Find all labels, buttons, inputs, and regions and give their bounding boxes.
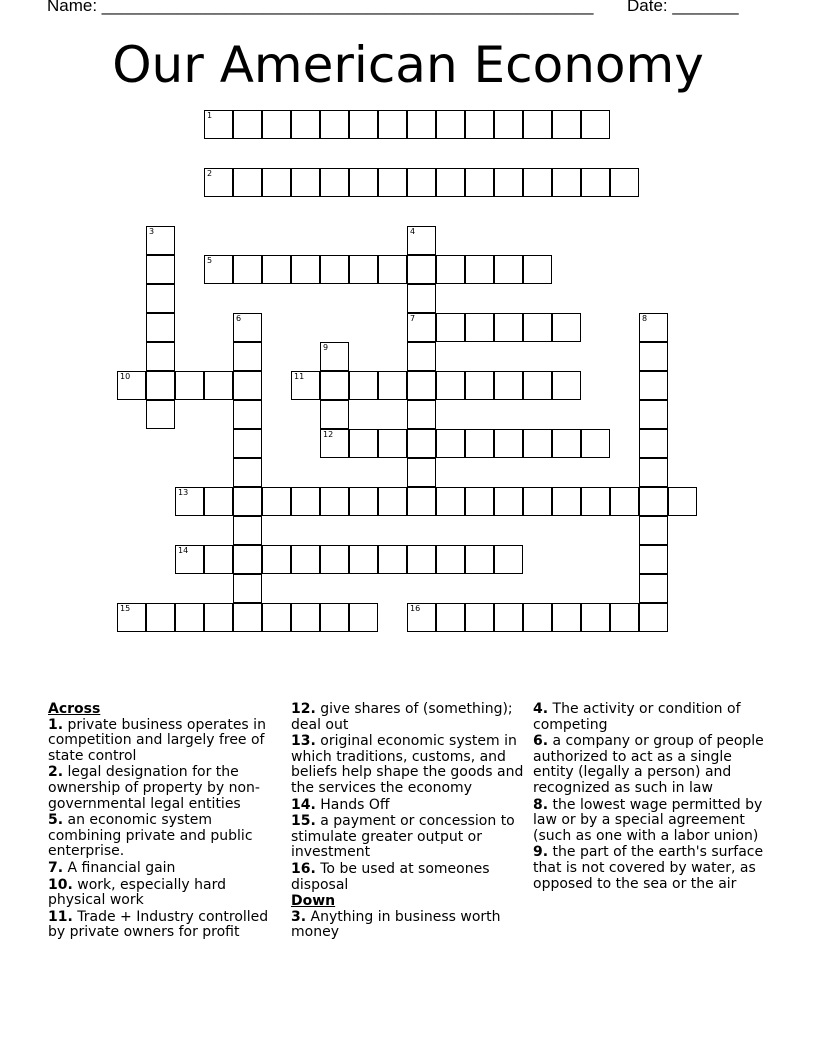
page-title: Our American Economy xyxy=(112,36,704,94)
grid-cell[interactable] xyxy=(581,429,610,458)
clue-number: 16 xyxy=(410,604,421,613)
grid-cell[interactable] xyxy=(291,545,320,574)
clue-number: 10 xyxy=(120,372,131,381)
grid-cell[interactable] xyxy=(407,603,436,632)
clue-number: 4 xyxy=(410,227,416,236)
grid-cell[interactable] xyxy=(523,603,552,632)
grid-cell[interactable] xyxy=(494,487,523,516)
grid-cell[interactable] xyxy=(233,110,262,139)
grid-cell[interactable] xyxy=(291,255,320,284)
grid-cell[interactable] xyxy=(465,603,494,632)
grid-cell[interactable] xyxy=(320,371,349,400)
grid-cell[interactable] xyxy=(146,255,175,284)
clue-number-label: 10. xyxy=(48,876,73,893)
grid-cell[interactable] xyxy=(349,429,378,458)
clue-number: 7 xyxy=(410,314,416,323)
clue-text: Anything in business worth money xyxy=(291,908,501,941)
grid-cell[interactable] xyxy=(378,255,407,284)
grid-cell[interactable] xyxy=(407,429,436,458)
grid-cell[interactable] xyxy=(639,545,668,574)
down-clue xyxy=(533,798,765,845)
clue-number: 5 xyxy=(207,256,213,265)
clue-number: 1 xyxy=(207,111,213,120)
clue-text: private business operates in competition and largely free of state control xyxy=(48,716,266,764)
grid-cell[interactable] xyxy=(436,487,465,516)
down-clue xyxy=(533,702,765,733)
grid-cell[interactable] xyxy=(233,313,262,342)
grid-cell[interactable] xyxy=(494,255,523,284)
grid-cell[interactable] xyxy=(407,168,436,197)
grid-cell[interactable] xyxy=(552,487,581,516)
grid-cell[interactable] xyxy=(407,313,436,342)
across-clue xyxy=(48,878,280,909)
clue-number: 8 xyxy=(642,314,648,323)
grid-cell[interactable] xyxy=(436,545,465,574)
grid-cell[interactable] xyxy=(320,545,349,574)
clue-number: 9 xyxy=(323,343,329,352)
grid-cell[interactable] xyxy=(552,371,581,400)
grid-cell[interactable] xyxy=(291,110,320,139)
clue-text: Hands Off xyxy=(315,796,390,813)
grid-cell[interactable] xyxy=(407,342,436,371)
grid-cell[interactable] xyxy=(639,516,668,545)
grid-cell[interactable] xyxy=(320,110,349,139)
clue-text: The activity or condition of competing xyxy=(533,701,741,733)
down-clue xyxy=(291,910,527,941)
grid-cell[interactable] xyxy=(378,168,407,197)
clue-number-label: 12. xyxy=(291,701,316,717)
grid-cell[interactable] xyxy=(378,545,407,574)
grid-cell[interactable] xyxy=(233,574,262,603)
clue-number-label: 11. xyxy=(48,908,73,925)
grid-cell[interactable] xyxy=(233,168,262,197)
grid-cell[interactable] xyxy=(552,429,581,458)
grid-cell[interactable] xyxy=(465,429,494,458)
clue-text: the lowest wage permitted by law or by a special agreement (such as one with a labor union) xyxy=(533,796,763,844)
grid-cell[interactable] xyxy=(291,487,320,516)
clue-number: 11 xyxy=(294,372,305,381)
clue-number-label: 9. xyxy=(533,844,549,861)
grid-cell[interactable] xyxy=(465,313,494,342)
grid-cell[interactable] xyxy=(581,603,610,632)
grid-cell[interactable] xyxy=(436,313,465,342)
grid-cell[interactable] xyxy=(320,168,349,197)
grid-cell[interactable] xyxy=(610,168,639,197)
grid-cell[interactable] xyxy=(233,516,262,545)
grid-cell[interactable] xyxy=(407,487,436,516)
grid-cell[interactable] xyxy=(349,168,378,197)
grid-cell[interactable] xyxy=(291,168,320,197)
grid-cell[interactable] xyxy=(639,603,668,632)
grid-cell[interactable] xyxy=(407,110,436,139)
across-clue xyxy=(291,798,527,814)
clue-text: give shares of (something); deal out xyxy=(291,701,513,733)
clue-number-label: 1. xyxy=(48,716,64,733)
grid-cell[interactable] xyxy=(465,371,494,400)
grid-cell[interactable] xyxy=(291,371,320,400)
grid-cell[interactable] xyxy=(233,603,262,632)
grid-cell[interactable] xyxy=(262,487,291,516)
grid-cell[interactable] xyxy=(639,371,668,400)
grid-cell[interactable] xyxy=(146,342,175,371)
grid-cell[interactable] xyxy=(320,603,349,632)
grid-cell[interactable] xyxy=(378,371,407,400)
grid-cell[interactable] xyxy=(320,429,349,458)
grid-cell[interactable] xyxy=(262,168,291,197)
grid-cell[interactable] xyxy=(494,168,523,197)
clue-text: Trade + Industry controlled by private owners for profit xyxy=(48,908,269,941)
grid-cell[interactable] xyxy=(494,313,523,342)
clue-column-3 xyxy=(533,702,765,893)
grid-cell[interactable] xyxy=(407,371,436,400)
name-field-label[interactable]: Name: ____________________________________________________ xyxy=(47,0,594,15)
clue-number-label: 2. xyxy=(48,764,64,781)
grid-cell[interactable] xyxy=(204,371,233,400)
grid-cell[interactable] xyxy=(581,110,610,139)
across-clue xyxy=(291,702,527,733)
clue-column-1 xyxy=(48,702,280,942)
grid-cell[interactable] xyxy=(494,371,523,400)
clue-number-label: 14. xyxy=(291,796,316,813)
grid-cell[interactable] xyxy=(146,313,175,342)
across-clue xyxy=(48,861,280,877)
across-clues-part-1 xyxy=(48,718,280,941)
grid-cell[interactable] xyxy=(117,371,146,400)
across-clue xyxy=(291,862,527,893)
clue-number-label: 4. xyxy=(533,701,549,717)
grid-cell[interactable] xyxy=(523,487,552,516)
down-heading: Down xyxy=(291,893,336,910)
grid-cell[interactable] xyxy=(465,168,494,197)
grid-cell[interactable] xyxy=(349,110,378,139)
grid-cell[interactable] xyxy=(262,545,291,574)
grid-cell[interactable] xyxy=(349,603,378,632)
grid-cell[interactable] xyxy=(581,168,610,197)
clue-number-label: 13. xyxy=(291,733,316,750)
grid-cell[interactable] xyxy=(407,284,436,313)
grid-cell[interactable] xyxy=(407,400,436,429)
grid-cell[interactable] xyxy=(204,255,233,284)
grid-cell[interactable] xyxy=(175,545,204,574)
clue-number-label: 7. xyxy=(48,859,64,876)
clue-number: 12 xyxy=(323,430,334,439)
clue-number: 14 xyxy=(178,546,189,555)
grid-cell[interactable] xyxy=(175,603,204,632)
across-clue xyxy=(48,765,280,812)
clue-text: legal designation for the ownership of property by non-governmental legal entities xyxy=(48,764,260,812)
clue-column-2 xyxy=(291,702,527,942)
grid-cell[interactable] xyxy=(146,371,175,400)
grid-cell[interactable] xyxy=(320,487,349,516)
grid-cell[interactable] xyxy=(523,255,552,284)
grid-cell[interactable] xyxy=(552,168,581,197)
grid-cell[interactable] xyxy=(233,458,262,487)
clue-text: work, especially hard physical work xyxy=(48,876,226,909)
grid-cell[interactable] xyxy=(233,400,262,429)
grid-cell[interactable] xyxy=(639,313,668,342)
clue-number-label: 16. xyxy=(291,860,316,877)
clue-text: the part of the earth's surface that is not covered by water, as opposed to the sea or the air xyxy=(533,844,764,892)
grid-cell[interactable] xyxy=(378,429,407,458)
clue-number-label: 5. xyxy=(48,812,64,829)
down-clue xyxy=(533,845,765,892)
grid-cell[interactable] xyxy=(175,371,204,400)
grid-cell[interactable] xyxy=(523,313,552,342)
across-clue xyxy=(291,734,527,796)
grid-cell[interactable] xyxy=(233,487,262,516)
grid-cell[interactable] xyxy=(639,400,668,429)
grid-cell[interactable] xyxy=(262,110,291,139)
clue-number: 13 xyxy=(178,488,189,497)
grid-cell[interactable] xyxy=(465,110,494,139)
grid-cell[interactable] xyxy=(552,110,581,139)
grid-cell[interactable] xyxy=(407,226,436,255)
grid-cell[interactable] xyxy=(146,226,175,255)
grid-cell[interactable] xyxy=(320,255,349,284)
grid-cell[interactable] xyxy=(436,168,465,197)
across-heading: Across xyxy=(48,701,101,717)
grid-cell[interactable] xyxy=(233,545,262,574)
grid-cell[interactable] xyxy=(204,110,233,139)
down-clue xyxy=(533,734,765,796)
grid-cell[interactable] xyxy=(262,603,291,632)
clue-number-label: 6. xyxy=(533,733,549,750)
grid-cell[interactable] xyxy=(436,429,465,458)
grid-cell[interactable] xyxy=(233,255,262,284)
grid-cell[interactable] xyxy=(349,371,378,400)
grid-cell[interactable] xyxy=(523,168,552,197)
grid-cell[interactable] xyxy=(378,487,407,516)
clue-text: a company or group of people authorized to act as a single entity (legally a person) and recognized as such in law xyxy=(533,733,764,796)
grid-cell[interactable] xyxy=(668,487,697,516)
grid-cell[interactable] xyxy=(523,110,552,139)
across-clue xyxy=(291,814,527,861)
grid-cell[interactable] xyxy=(639,429,668,458)
grid-cell[interactable] xyxy=(233,429,262,458)
clue-number: 15 xyxy=(120,604,131,613)
grid-cell[interactable] xyxy=(436,371,465,400)
clue-text: To be used at someones disposal xyxy=(291,860,490,893)
clue-number: 2 xyxy=(207,169,213,178)
grid-cell[interactable] xyxy=(494,603,523,632)
grid-cell[interactable] xyxy=(262,255,291,284)
clue-number-label: 8. xyxy=(533,796,549,813)
grid-cell[interactable] xyxy=(378,110,407,139)
grid-cell[interactable] xyxy=(494,110,523,139)
grid-cell[interactable] xyxy=(146,603,175,632)
across-clue xyxy=(48,910,280,941)
grid-cell[interactable] xyxy=(233,371,262,400)
grid-cell[interactable] xyxy=(204,487,233,516)
clue-number: 3 xyxy=(149,227,155,236)
grid-cell[interactable] xyxy=(639,458,668,487)
grid-cell[interactable] xyxy=(291,603,320,632)
grid-cell[interactable] xyxy=(233,342,262,371)
grid-cell[interactable] xyxy=(146,284,175,313)
grid-cell[interactable] xyxy=(146,400,175,429)
across-clue xyxy=(48,718,280,765)
grid-cell[interactable] xyxy=(407,545,436,574)
grid-cell[interactable] xyxy=(639,342,668,371)
grid-cell[interactable] xyxy=(204,545,233,574)
grid-cell[interactable] xyxy=(639,487,668,516)
clue-number: 6 xyxy=(236,314,242,323)
grid-cell[interactable] xyxy=(494,429,523,458)
grid-cell[interactable] xyxy=(523,371,552,400)
down-clues-part-1 xyxy=(291,910,527,941)
grid-cell[interactable] xyxy=(523,429,552,458)
grid-cell[interactable] xyxy=(552,313,581,342)
grid-cell[interactable] xyxy=(465,487,494,516)
grid-cell[interactable] xyxy=(436,603,465,632)
grid-cell[interactable] xyxy=(465,255,494,284)
across-clue xyxy=(48,813,280,860)
grid-cell[interactable] xyxy=(349,255,378,284)
clue-number-label: 3. xyxy=(291,908,307,925)
grid-cell[interactable] xyxy=(204,603,233,632)
grid-cell[interactable] xyxy=(320,342,349,371)
across-clues-part-2 xyxy=(291,702,527,893)
grid-cell[interactable] xyxy=(552,603,581,632)
grid-cell[interactable] xyxy=(465,545,494,574)
grid-cell[interactable] xyxy=(610,603,639,632)
grid-cell[interactable] xyxy=(407,458,436,487)
grid-cell[interactable] xyxy=(117,603,146,632)
clue-text: a payment or concession to stimulate greater output or investment xyxy=(291,813,515,861)
grid-cell[interactable] xyxy=(610,487,639,516)
grid-cell[interactable] xyxy=(349,487,378,516)
clue-text: an economic system combining private and public enterprise. xyxy=(48,812,253,860)
clue-text: A financial gain xyxy=(63,859,176,876)
clue-number-label: 15. xyxy=(291,813,316,830)
grid-cell[interactable] xyxy=(436,110,465,139)
grid-cell[interactable] xyxy=(436,255,465,284)
grid-cell[interactable] xyxy=(581,487,610,516)
grid-cell[interactable] xyxy=(407,255,436,284)
grid-cell[interactable] xyxy=(494,545,523,574)
grid-cell[interactable] xyxy=(639,574,668,603)
grid-cell[interactable] xyxy=(204,168,233,197)
grid-cell[interactable] xyxy=(349,545,378,574)
down-clues-part-2 xyxy=(533,702,765,892)
grid-cell[interactable] xyxy=(320,400,349,429)
clue-text: original economic system in which traditions, customs, and beliefs help shape the goods and the services the economy xyxy=(291,733,524,796)
grid-cell[interactable] xyxy=(175,487,204,516)
date-field-label[interactable]: Date: _______ xyxy=(627,0,739,15)
